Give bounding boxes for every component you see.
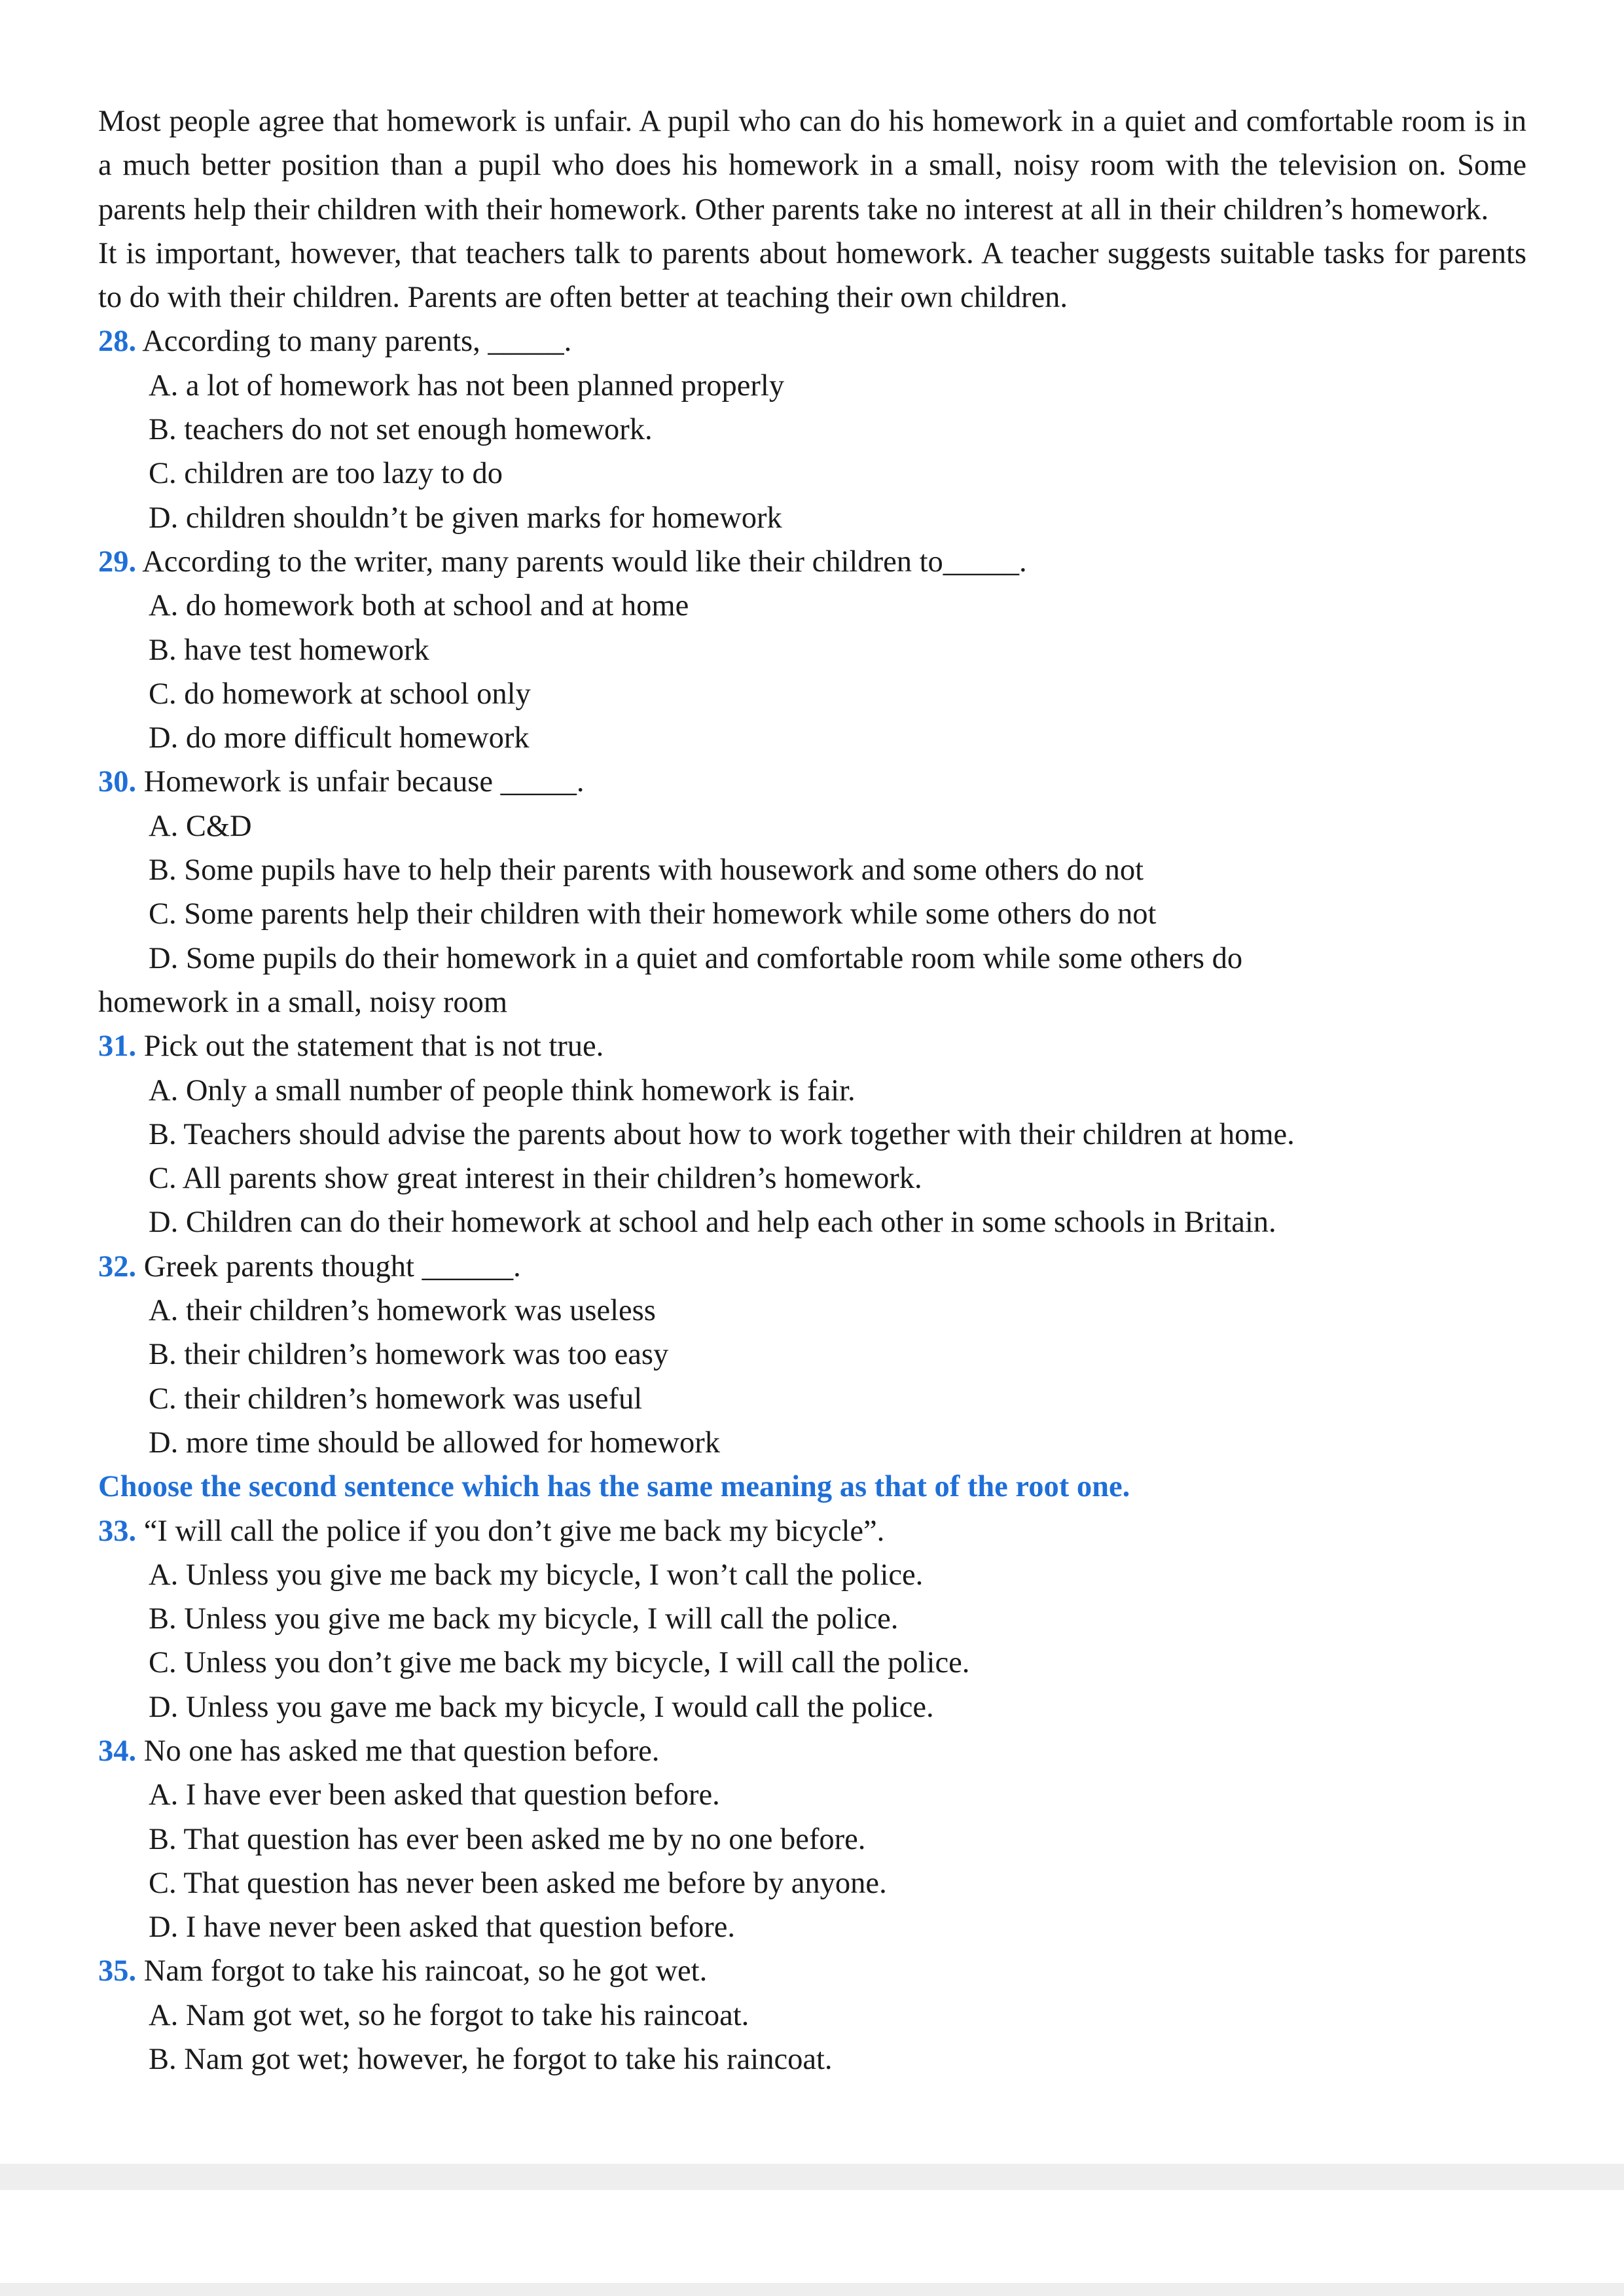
option-d: D. do more difficult homework [149, 721, 530, 755]
passage-paragraph-2: It is important, however, that teachers talk to parents about homework. A teacher suggests suitable tasks for parents to do with their children. Parents are often better at teaching their own children. [98, 236, 1526, 315]
question-stem [98, 540, 1526, 584]
option-b: B. have test homework [149, 633, 429, 667]
option-a: A. Unless you give me back my bicycle, I won’t call the police. [149, 1558, 924, 1592]
option-d-line-2: homework in a small, noisy room [98, 985, 508, 1019]
question-number: 31. [98, 1030, 137, 1064]
question-stem [98, 1509, 1526, 1553]
option-b: B. Unless you give me back my bicycle, I will call the police. [149, 1602, 899, 1636]
question-stem [98, 1949, 1526, 1993]
option-a: A. do homework both at school and at home [149, 589, 689, 623]
question-33 [98, 1509, 1526, 1729]
question-29 [98, 540, 1526, 760]
page-bottom-edge [0, 2283, 1624, 2296]
question-31 [98, 1024, 1526, 1244]
question-stem [98, 1245, 1526, 1289]
option-c: C. do homework at school only [149, 677, 531, 711]
option-a: A. C&D [149, 809, 252, 843]
option-b: B. Some pupils have to help their parents with housework and some others do not [149, 853, 1144, 888]
option-b: B. Nam got wet; however, he forgot to take his raincoat. [149, 2043, 833, 2077]
question-28 [98, 319, 1526, 539]
question-text: Nam forgot to take his raincoat, so he got wet. [143, 1954, 708, 1988]
option-c: C. That question has never been asked me before by anyone. [149, 1866, 887, 1900]
option-a: A. Nam got wet, so he forgot to take his raincoat. [149, 1998, 749, 2032]
worksheet-content [98, 99, 1526, 2081]
option-d: D. Children can do their homework at school and help each other in some schools in Britain. [149, 1206, 1276, 1240]
question-text: According to many parents, _____. [142, 325, 572, 359]
question-number: 32. [98, 1249, 137, 1283]
question-text: “I will call the police if you don’t give me back my bicycle”. [143, 1514, 885, 1548]
question-number: 28. [98, 325, 137, 359]
question-stem [98, 1024, 1526, 1068]
page-footer-area [0, 2185, 1624, 2296]
option-a: A. I have ever been asked that question before. [149, 1778, 720, 1812]
option-c: C. Some parents help their children with their homework while some others do not [149, 897, 1157, 931]
question-number: 29. [98, 545, 137, 579]
option-b: B. Teachers should advise the parents about how to work together with their children at home. [149, 1117, 1295, 1151]
question-number: 35. [98, 1954, 137, 1988]
question-30 [98, 760, 1526, 1024]
question-text: Homework is unfair because _____. [143, 765, 585, 799]
option-d-line-1: D. Some pupils do their homework in a quiet and comfortable room while some others do [149, 941, 1243, 975]
question-stem [98, 760, 1526, 804]
option-a: A. their children’s homework was useless [149, 1294, 656, 1328]
question-35 [98, 1949, 1526, 2081]
page-break-divider [0, 2164, 1624, 2190]
option-d: D. more time should be allowed for homework [149, 1426, 720, 1460]
question-stem [98, 1729, 1526, 1773]
option-b: B. That question has ever been asked me by no one before. [149, 1822, 866, 1856]
option-d: D. Unless you gave me back my bicycle, I would call the police. [149, 1690, 934, 1724]
question-text: According to the writer, many parents would like their children to_____. [142, 545, 1027, 579]
question-number: 33. [98, 1514, 137, 1548]
question-32 [98, 1245, 1526, 1465]
question-text: Pick out the statement that is not true. [143, 1030, 604, 1064]
question-stem [98, 319, 1526, 363]
question-text: Greek parents thought ______. [143, 1249, 521, 1283]
question-number: 30. [98, 765, 137, 799]
option-c: C. Unless you don’t give me back my bicycle, I will call the police. [149, 1646, 970, 1680]
question-text: No one has asked me that question before. [143, 1734, 660, 1768]
section-heading: Choose the second sentence which has the same meaning as that of the root one. [98, 1470, 1130, 1504]
question-34 [98, 1729, 1526, 1949]
option-b: B. teachers do not set enough homework. [149, 413, 653, 447]
question-number: 34. [98, 1734, 137, 1768]
option-c: C. their children’s homework was useful [149, 1382, 643, 1416]
option-b: B. their children’s homework was too easy [149, 1338, 669, 1372]
option-d: D. I have never been asked that question before. [149, 1910, 736, 1945]
passage-paragraph-1: Most people agree that homework is unfair. A pupil who can do his homework in a quiet and comfortable room is in a much better position than a pupil who does his homework in a small, noisy room with the television on. Some parents help their children with their homework. Other parents take no interest at all in their children’s homework. [98, 105, 1526, 226]
option-c: C. children are too lazy to do [149, 457, 503, 491]
option-a: A. a lot of homework has not been planned properly [149, 368, 785, 403]
option-d: D. children shouldn’t be given marks for homework [149, 501, 782, 535]
option-a: A. Only a small number of people think homework is fair. [149, 1073, 856, 1107]
option-c: C. All parents show great interest in their children’s homework. [149, 1162, 922, 1196]
